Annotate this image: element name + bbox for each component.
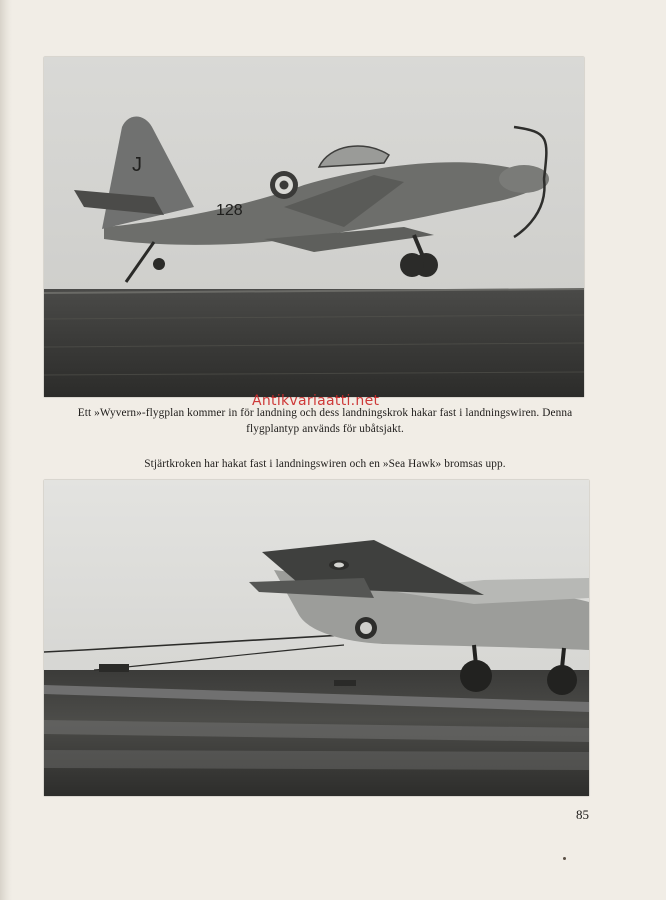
- aircraft-number: 128: [216, 202, 243, 219]
- paper-speck: [563, 857, 566, 860]
- caption-top: Ett »Wyvern»-flygplan kommer in för landning och dess landningskrok hakar fast i landningswiren. Denna flygplantyp används för ubåtsjakt.: [77, 407, 573, 435]
- photo-wyvern-landing: [44, 57, 584, 397]
- page-edge: [0, 0, 12, 900]
- caption-bottom: Stjärtkroken har hakat fast i landningswiren och en »Sea Hawk» bromsas upp.: [144, 458, 506, 470]
- watermark: Antikvariaatti.net: [252, 393, 380, 409]
- page-number: 85: [576, 807, 589, 822]
- tail-letter: J: [132, 154, 142, 176]
- photo-sea-hawk-arrested: [44, 480, 589, 796]
